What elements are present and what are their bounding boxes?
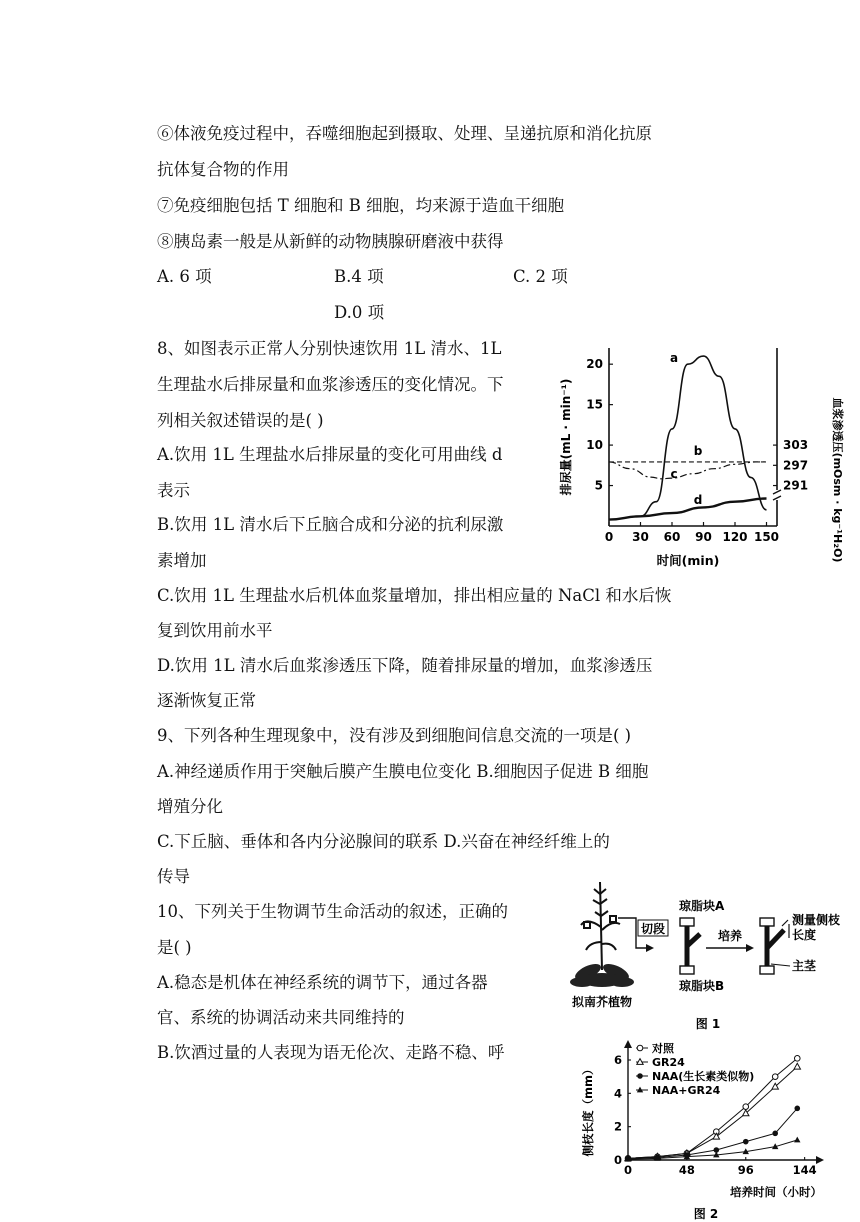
c2-y-tick-label: 4 (613, 1086, 622, 1101)
q7-option-d: D.0 项 (334, 303, 385, 322)
c1-y2-tick-label: 297 (783, 458, 809, 473)
q8-option-b-line1: B.饮用 1L 清水后下丘脑合成和分泌的抗利尿激 (157, 515, 504, 534)
q7-option-a: A. 6 项 (157, 267, 212, 286)
c2-point (743, 1139, 749, 1145)
statement-7: ⑦免疫细胞包括 T 细胞和 B 细胞，均来源于造血干细胞 (157, 196, 565, 215)
c2-point (794, 1106, 800, 1112)
c1-y-tick-label: 5 (594, 478, 603, 493)
c2-point (772, 1074, 778, 1080)
c2-x-tick-label: 96 (737, 1163, 754, 1177)
c2-point (637, 1073, 643, 1079)
cut-label: 切段 (640, 922, 666, 936)
q8-option-d-line2: 逐渐恢复正常 (157, 691, 256, 710)
q9-option-ab-line1: A.神经递质作用于突触后膜产生膜电位变化 B.细胞因子促进 B 细胞 (157, 762, 649, 781)
c1-curve-label-c: c (670, 467, 678, 481)
main-stem-label: 主茎 (792, 959, 817, 973)
x-axis-label: 时间(min) (656, 553, 720, 568)
c1-y-tick-label: 20 (586, 357, 603, 372)
c1-x-tick-label: 150 (753, 530, 780, 544)
c2-y-axis-arrow-icon (624, 1040, 632, 1048)
c1-y2-tick-label: 303 (783, 438, 809, 453)
c2-legend-label: GR24 (652, 1056, 685, 1069)
q9-option-b-line2: 增殖分化 (157, 797, 223, 816)
c1-x-tick-label: 30 (632, 530, 649, 544)
agar-b-label: 琼脂块B (679, 979, 725, 993)
y2-axis-label: 血浆渗透压(mOsm · kg⁻¹H₂O) (831, 397, 844, 563)
axis-break-icon (773, 490, 781, 500)
c2-y-tick-label: 2 (613, 1119, 622, 1134)
q10-option-b-line1: B.饮酒过量的人表现为语无伦次、走路不稳、呼 (157, 1043, 505, 1062)
q9-stem: 9、下列各种生理现象中，没有涉及到细胞间信息交流的一项是( ) (157, 726, 632, 745)
c1-curve-c (609, 462, 767, 479)
c1-y2-tick-label: 291 (783, 478, 809, 493)
c2-y-tick-label: 6 (613, 1053, 622, 1067)
q8-option-b-line2: 素增加 (157, 551, 207, 570)
c1-x-tick-label: 60 (663, 530, 681, 544)
experiment-schematic-figure (566, 872, 850, 1034)
q8-option-c-line1: C.饮用 1L 生理盐水后机体血浆量增加，排出相应量的 NaCl 和水后恢 (157, 586, 672, 605)
c2-y-tick-label: 0 (613, 1153, 622, 1167)
q7-option-b: B.4 项 (334, 267, 384, 286)
c2-point (794, 1137, 800, 1143)
c2-x-axis-arrow-icon (816, 1156, 824, 1164)
c1-curve-a (609, 356, 767, 519)
c2-point (713, 1133, 719, 1139)
c2-x-axis-label: 培养时间（小时） (730, 1185, 822, 1199)
c1-x-tick-label: 90 (695, 530, 712, 544)
c1-y-tick-label: 15 (586, 397, 603, 412)
q8-stem-line2: 生理盐水后排尿量和血浆渗透压的变化情况。下 (157, 375, 504, 394)
c2-point (637, 1045, 643, 1051)
q10-stem-line1: 10、下列关于生物调节生命活动的叙述，正确的 (157, 902, 508, 921)
q10-option-a-line2: 官、系统的协调活动来共同维持的 (157, 1008, 405, 1027)
c2-x-tick-label: 0 (623, 1163, 633, 1177)
c2-x-tick-label: 48 (678, 1163, 695, 1177)
c2-point (794, 1063, 800, 1069)
q8-stem-line3: 列相关叙述错误的是( ) (157, 411, 324, 430)
figure2-caption: 图 2 (693, 1207, 719, 1221)
q10-stem-line2: 是( ) (157, 938, 192, 957)
stem-segment-icon (680, 918, 700, 974)
c1-curve-d (609, 498, 767, 519)
c1-curve-label-b: b (693, 444, 703, 458)
q8-option-a-line2: 表示 (157, 481, 190, 500)
q8-stem-line1: 8、如图表示正常人分别快速饮用 1L 清水、1L (157, 339, 502, 358)
q8-option-a-line1: A.饮用 1L 生理盐水后排尿量的变化可用曲线 d (157, 445, 503, 464)
q7-option-c: C. 2 项 (513, 267, 568, 286)
branch-length-chart (576, 1036, 836, 1222)
c1-x-tick-label: 0 (604, 530, 614, 544)
c1-y-tick-label: 10 (586, 438, 603, 453)
c2-legend-label: NAA(生长素类似物) (652, 1070, 755, 1083)
arabidopsis-plant-icon (581, 882, 620, 970)
c2-legend-label: 对照 (652, 1042, 674, 1055)
urine-osmolality-chart (552, 340, 852, 572)
c2-series-line (628, 1140, 797, 1159)
measure-label: 测量侧枝 (792, 913, 841, 927)
y-axis-label: 排尿量(mL · min⁻¹) (559, 378, 573, 496)
c2-point (743, 1104, 749, 1110)
cut-arrow-head-icon (646, 944, 654, 952)
q8-option-c-line2: 复到饮用前水平 (157, 621, 273, 640)
q9-option-d-line2: 传导 (157, 867, 190, 886)
figure1-caption: 图 1 (695, 1017, 721, 1031)
c2-x-tick-label: 144 (792, 1163, 817, 1177)
c2-y-axis-label: 侧枝长度（mm） (581, 1063, 595, 1157)
c2-point (794, 1056, 800, 1062)
q10-option-a-line1: A.稳态是机体在神经系统的调节下，通过各器 (157, 973, 488, 992)
statement-6-line1: ⑥体液免疫过程中，吞噬细胞起到摄取、处理、呈递抗原和消化抗原 (157, 124, 652, 143)
q9-option-cd-line1: C.下丘脑、垂体和各内分泌腺间的联系 D.兴奋在神经纤维上的 (157, 832, 610, 851)
q8-option-d-line1: D.饮用 1L 清水后血浆渗透压下降，随着排尿量的增加，血浆渗透压 (157, 656, 653, 675)
c1-curve-label-a: a (669, 351, 679, 365)
culture-arrow-head-icon (746, 944, 754, 952)
c2-point (772, 1131, 778, 1137)
measure-label-2: 长度 (792, 928, 817, 942)
c2-legend-label: NAA+GR24 (652, 1084, 721, 1097)
statement-6-line2: 抗体复合物的作用 (157, 160, 289, 179)
c1-x-tick-label: 120 (722, 530, 748, 544)
agar-a-label: 琼脂块A (679, 899, 725, 913)
statement-8: ⑧胰岛素一般是从新鲜的动物胰腺研磨液中获得 (157, 232, 504, 251)
plant-label: 拟南芥植物 (571, 995, 633, 1009)
culture-label: 培养 (717, 929, 743, 943)
c2-series-line (628, 1108, 797, 1158)
c1-curve-label-d: d (693, 493, 703, 507)
